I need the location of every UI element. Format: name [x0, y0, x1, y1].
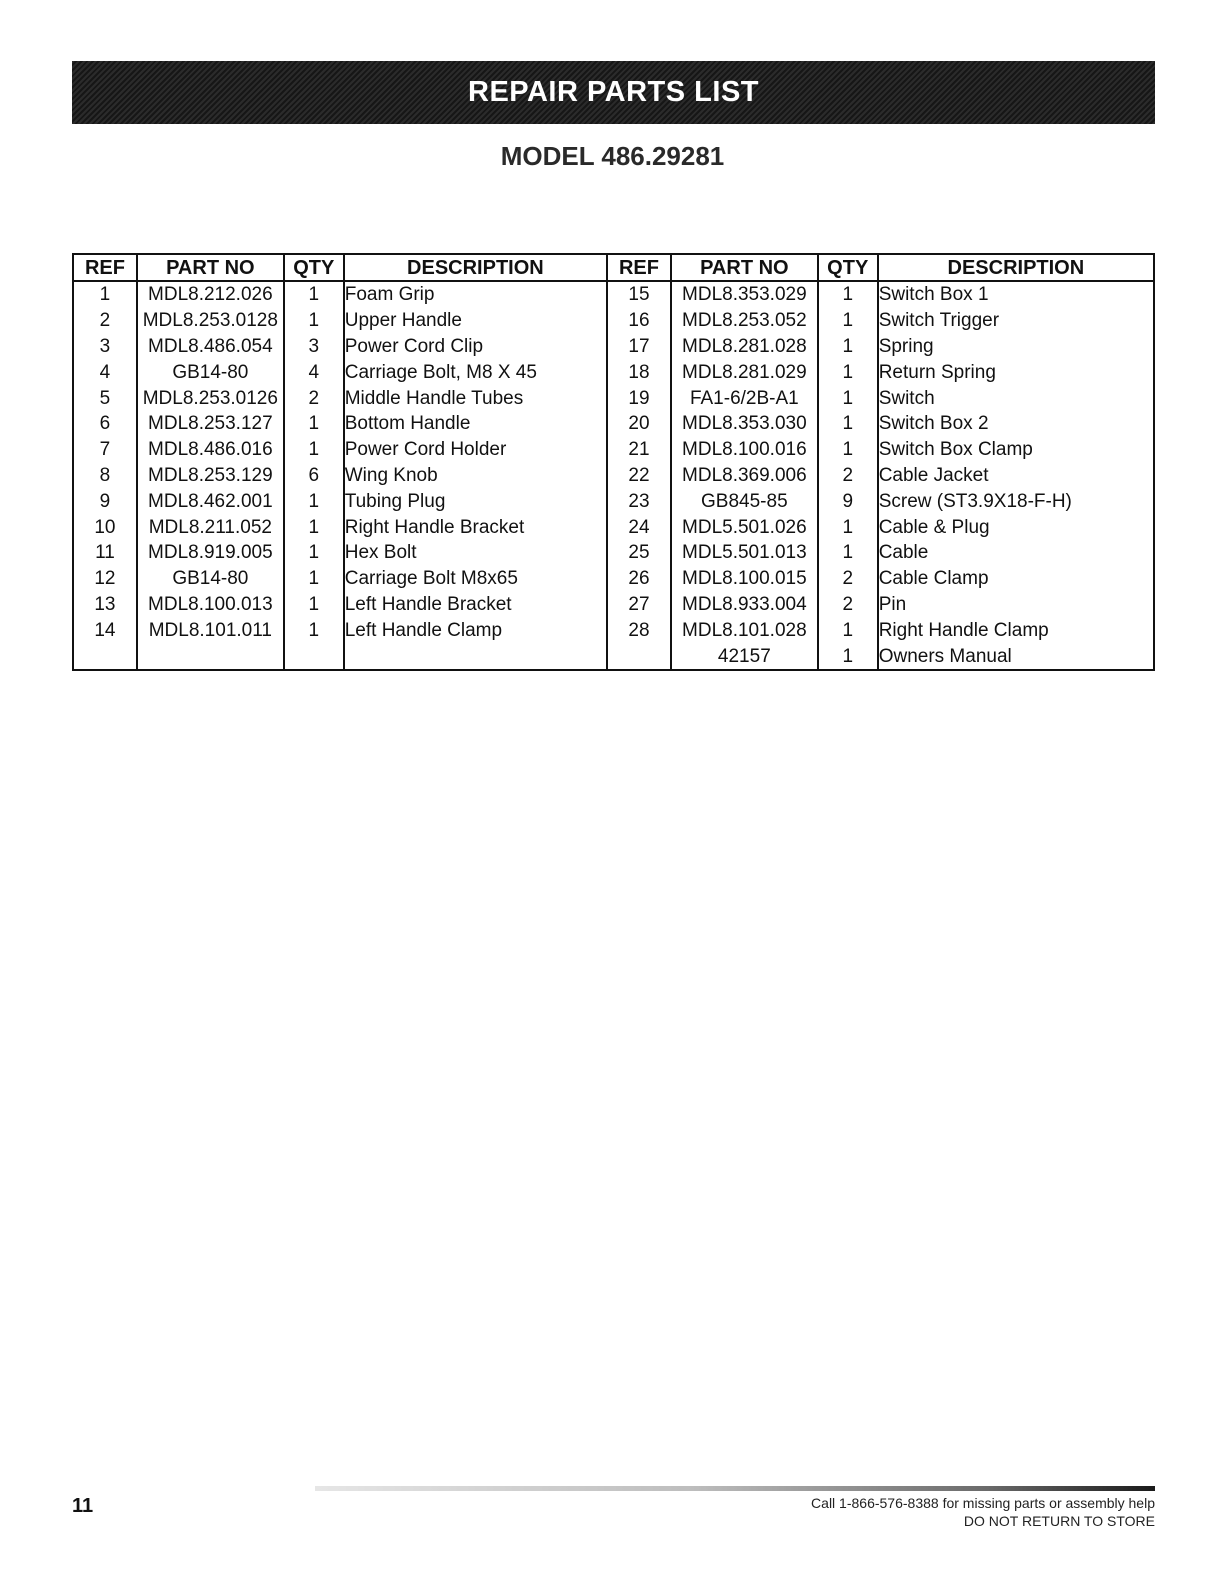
qty-cell: 1 — [818, 334, 878, 360]
part-no-cell: GB845-85 — [671, 488, 818, 514]
qty-cell: 3 — [284, 334, 344, 360]
description-cell: Cable Clamp — [878, 566, 1154, 592]
part-no-cell: MDL8.101.011 — [137, 617, 284, 643]
ref-cell: 5 — [73, 385, 137, 411]
qty-cell: 1 — [284, 566, 344, 592]
qty-cell: 1 — [818, 643, 878, 670]
ref-cell: 2 — [73, 308, 137, 334]
part-no-cell: MDL8.100.015 — [671, 566, 818, 592]
ref-cell: 12 — [73, 566, 137, 592]
header-description-left: DESCRIPTION — [344, 254, 607, 281]
table-row — [73, 334, 1154, 360]
parts-table-body — [73, 281, 1154, 670]
part-no-cell: MDL5.501.013 — [671, 540, 818, 566]
description-cell: Bottom Handle — [344, 411, 607, 437]
table-row — [73, 540, 1154, 566]
table-row — [73, 308, 1154, 334]
qty-cell: 9 — [818, 488, 878, 514]
part-no-cell — [137, 643, 284, 670]
qty-cell: 1 — [818, 308, 878, 334]
table-row — [73, 411, 1154, 437]
ref-cell: 4 — [73, 359, 137, 385]
ref-cell: 19 — [607, 385, 671, 411]
part-no-cell: MDL8.253.0128 — [137, 308, 284, 334]
ref-cell: 14 — [73, 617, 137, 643]
ref-cell: 20 — [607, 411, 671, 437]
table-row — [73, 514, 1154, 540]
description-cell: Cable — [878, 540, 1154, 566]
part-no-cell: MDL8.486.054 — [137, 334, 284, 360]
ref-cell: 15 — [607, 281, 671, 308]
footer-text — [811, 1494, 1155, 1530]
description-cell: Owners Manual — [878, 643, 1154, 670]
qty-cell: 1 — [284, 437, 344, 463]
qty-cell: 1 — [818, 385, 878, 411]
description-cell: Switch Box Clamp — [878, 437, 1154, 463]
ref-cell: 21 — [607, 437, 671, 463]
part-no-cell: GB14-80 — [137, 359, 284, 385]
qty-cell: 2 — [818, 592, 878, 618]
table-row — [73, 463, 1154, 489]
ref-cell: 25 — [607, 540, 671, 566]
description-cell: Carriage Bolt, M8 X 45 — [344, 359, 607, 385]
qty-cell: 1 — [818, 514, 878, 540]
description-cell: Pin — [878, 592, 1154, 618]
model-number: MODEL 486.29281 — [500, 141, 725, 171]
part-no-cell: MDL8.369.006 — [671, 463, 818, 489]
description-cell: Spring — [878, 334, 1154, 360]
part-no-cell: GB14-80 — [137, 566, 284, 592]
ref-cell: 9 — [73, 488, 137, 514]
part-no-cell: MDL8.353.029 — [671, 281, 818, 308]
description-cell: Wing Knob — [344, 463, 607, 489]
table-header-row — [73, 254, 1154, 281]
ref-cell: 11 — [73, 540, 137, 566]
qty-cell: 1 — [284, 308, 344, 334]
header-qty-right: QTY — [818, 254, 878, 281]
description-cell: Tubing Plug — [344, 488, 607, 514]
ref-cell: 7 — [73, 437, 137, 463]
table-row — [73, 592, 1154, 618]
description-cell: Middle Handle Tubes — [344, 385, 607, 411]
qty-cell: 2 — [284, 385, 344, 411]
description-cell: Switch Trigger — [878, 308, 1154, 334]
part-no-cell: MDL8.253.129 — [137, 463, 284, 489]
part-no-cell: MDL8.281.029 — [671, 359, 818, 385]
qty-cell: 1 — [818, 281, 878, 308]
part-no-cell: MDL8.100.013 — [137, 592, 284, 618]
table-row — [73, 566, 1154, 592]
table-row — [73, 359, 1154, 385]
ref-cell: 22 — [607, 463, 671, 489]
part-no-cell: MDL8.101.028 — [671, 617, 818, 643]
description-cell: Switch Box 2 — [878, 411, 1154, 437]
qty-cell: 1 — [284, 411, 344, 437]
ref-cell: 16 — [607, 308, 671, 334]
part-no-cell: MDL5.501.026 — [671, 514, 818, 540]
qty-cell: 1 — [284, 281, 344, 308]
part-no-cell: MDL8.253.127 — [137, 411, 284, 437]
ref-cell: 23 — [607, 488, 671, 514]
part-no-cell: MDL8.100.016 — [671, 437, 818, 463]
part-no-cell: MDL8.281.028 — [671, 334, 818, 360]
title-banner — [72, 61, 1155, 124]
ref-cell — [73, 643, 137, 670]
description-cell: Hex Bolt — [344, 540, 607, 566]
table-row — [73, 437, 1154, 463]
header-description-right: DESCRIPTION — [878, 254, 1154, 281]
part-no-cell: MDL8.253.052 — [671, 308, 818, 334]
description-cell: Right Handle Bracket — [344, 514, 607, 540]
qty-cell: 1 — [284, 617, 344, 643]
ref-cell: 10 — [73, 514, 137, 540]
part-no-cell: MDL8.253.0126 — [137, 385, 284, 411]
qty-cell — [284, 643, 344, 670]
description-cell — [344, 643, 607, 670]
description-cell: Switch Box 1 — [878, 281, 1154, 308]
ref-cell: 17 — [607, 334, 671, 360]
qty-cell: 1 — [818, 617, 878, 643]
qty-cell: 2 — [818, 463, 878, 489]
footer-rule — [315, 1486, 1155, 1491]
ref-cell: 18 — [607, 359, 671, 385]
table-row — [73, 617, 1154, 643]
qty-cell: 6 — [284, 463, 344, 489]
description-cell: Screw (ST3.9X18-F-H) — [878, 488, 1154, 514]
description-cell: Upper Handle — [344, 308, 607, 334]
ref-cell: 24 — [607, 514, 671, 540]
page-number: 11 — [72, 1495, 94, 1517]
part-no-cell: FA1-6/2B-A1 — [671, 385, 818, 411]
description-cell: Left Handle Bracket — [344, 592, 607, 618]
part-no-cell: MDL8.919.005 — [137, 540, 284, 566]
part-no-cell: MDL8.933.004 — [671, 592, 818, 618]
table-row — [73, 281, 1154, 308]
qty-cell: 1 — [284, 540, 344, 566]
ref-cell: 6 — [73, 411, 137, 437]
header-part-no-right: PART NO — [671, 254, 818, 281]
description-cell: Cable Jacket — [878, 463, 1154, 489]
header-part-no-left: PART NO — [137, 254, 284, 281]
qty-cell: 1 — [818, 540, 878, 566]
qty-cell: 1 — [818, 437, 878, 463]
description-cell: Return Spring — [878, 359, 1154, 385]
parts-table — [72, 253, 1155, 671]
ref-cell: 13 — [73, 592, 137, 618]
banner-title: REPAIR PARTS LIST — [468, 76, 759, 108]
ref-cell: 1 — [73, 281, 137, 308]
qty-cell: 1 — [284, 514, 344, 540]
description-cell: Switch — [878, 385, 1154, 411]
description-cell: Cable & Plug — [878, 514, 1154, 540]
header-qty-left: QTY — [284, 254, 344, 281]
description-cell: Left Handle Clamp — [344, 617, 607, 643]
description-cell: Power Cord Holder — [344, 437, 607, 463]
ref-cell: 27 — [607, 592, 671, 618]
store-line: DO NOT RETURN TO STORE — [963, 1513, 1155, 1529]
table-row — [73, 643, 1154, 670]
part-no-cell: MDL8.211.052 — [137, 514, 284, 540]
description-cell: Right Handle Clamp — [878, 617, 1154, 643]
ref-cell: 26 — [607, 566, 671, 592]
header-ref-right: REF — [607, 254, 671, 281]
description-cell: Foam Grip — [344, 281, 607, 308]
ref-cell — [607, 643, 671, 670]
description-cell: Power Cord Clip — [344, 334, 607, 360]
table-row — [73, 385, 1154, 411]
qty-cell: 1 — [818, 359, 878, 385]
ref-cell: 8 — [73, 463, 137, 489]
qty-cell: 4 — [284, 359, 344, 385]
ref-cell: 3 — [73, 334, 137, 360]
ref-cell: 28 — [607, 617, 671, 643]
header-ref-left: REF — [73, 254, 137, 281]
qty-cell: 1 — [284, 488, 344, 514]
help-line: Call 1-866-576-8388 for missing parts or assembly help — [811, 1495, 1155, 1511]
description-cell: Carriage Bolt M8x65 — [344, 566, 607, 592]
part-no-cell: MDL8.462.001 — [137, 488, 284, 514]
qty-cell: 1 — [818, 411, 878, 437]
table-row — [73, 488, 1154, 514]
part-no-cell: MDL8.353.030 — [671, 411, 818, 437]
part-no-cell: MDL8.212.026 — [137, 281, 284, 308]
part-no-cell: MDL8.486.016 — [137, 437, 284, 463]
qty-cell: 1 — [284, 592, 344, 618]
part-no-cell: 42157 — [671, 643, 818, 670]
qty-cell: 2 — [818, 566, 878, 592]
